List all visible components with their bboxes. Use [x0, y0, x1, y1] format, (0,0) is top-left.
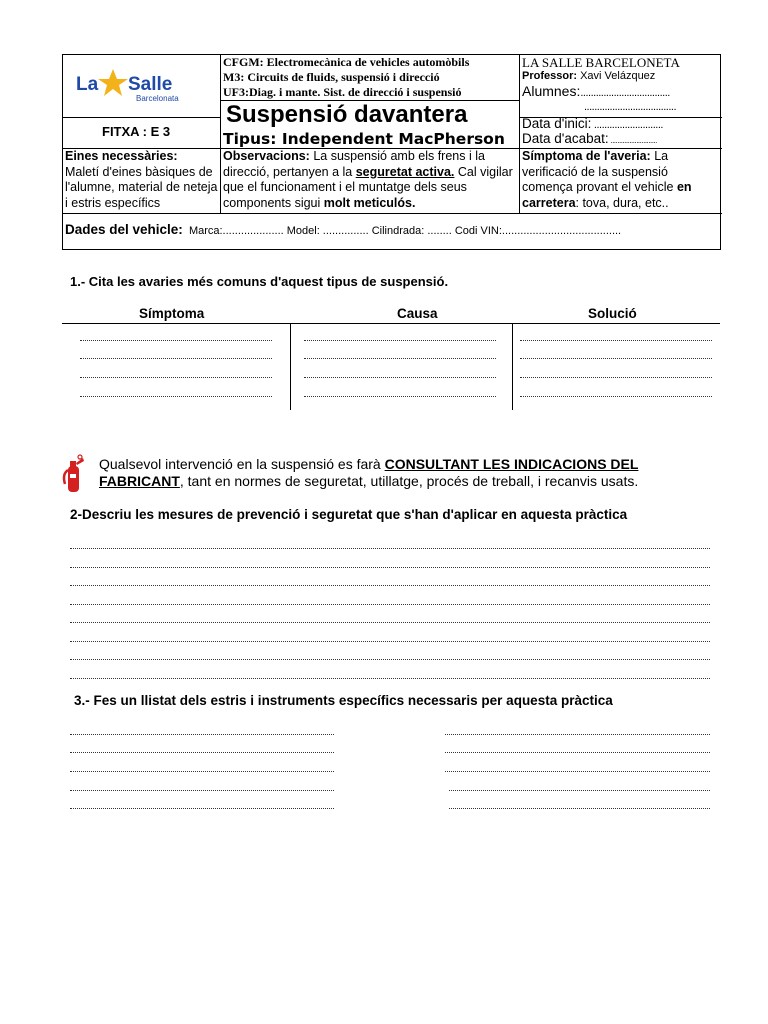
notice-text: Qualsevol intervenció en la suspensió es farà CONSULTANT LES INDICACIONS DEL FABRICANT, tant en normes de seguretat, utillatge, procés de treball, i recanvis usats.	[99, 456, 639, 489]
logo-sub: Barcelonata	[136, 94, 179, 103]
answer-line[interactable]	[80, 396, 272, 397]
column-causa: Causa	[397, 306, 438, 321]
answer-line[interactable]	[520, 358, 712, 359]
star-logo-icon	[76, 66, 186, 106]
school-name: LA SALLE BARCELONETA	[522, 55, 680, 70]
table-divider-2	[512, 323, 513, 410]
answer-line[interactable]	[70, 622, 710, 623]
data-acabat: Data d'acabat: ...........................	[522, 131, 657, 146]
answer-line[interactable]	[520, 377, 712, 378]
answer-line[interactable]	[304, 358, 496, 359]
fire-extinguisher-icon	[60, 454, 86, 494]
course-line-3: UF3:Diag. i mante. Sist. de direcció i suspensió	[223, 85, 462, 99]
fitxa-label: FITXA : E 3	[102, 124, 171, 139]
answer-line[interactable]	[70, 790, 334, 791]
table-header-line	[62, 323, 720, 324]
question-2: 2-Descriu les mesures de prevenció i seguretat que s'han d'aplicar en aquesta pràctica	[70, 507, 628, 522]
column-simptoma: Símptoma	[139, 306, 205, 321]
answer-line[interactable]	[70, 567, 710, 568]
answer-line[interactable]	[304, 340, 496, 341]
alumnes: Alumnes:...................................	[522, 83, 670, 99]
answer-line[interactable]	[80, 377, 272, 378]
answer-line[interactable]	[520, 396, 712, 397]
column-solucio: Solució	[588, 306, 637, 321]
answer-line[interactable]	[70, 752, 334, 753]
course-line-1: CFGM: Electromecànica de vehicles automòbils	[223, 55, 470, 69]
alumnes-dots-2: ....................................	[584, 101, 677, 113]
answer-line[interactable]	[70, 734, 334, 735]
answer-line[interactable]	[70, 548, 710, 549]
eines-cell: Eines necessàries: Maletí d'eines bàsiques de l'alumne, material de neteja i estris específics	[65, 149, 218, 210]
svg-text:Salle: Salle	[128, 74, 173, 95]
answer-line[interactable]	[304, 396, 496, 397]
vehicle-data: Dades del vehicle: Marca:.................... Model: ............... Cilindrada: ........ Codi VIN:.......................................	[65, 222, 622, 237]
answer-line[interactable]	[70, 604, 710, 605]
table-divider-1	[290, 323, 291, 410]
answer-line[interactable]	[445, 734, 710, 735]
answer-line[interactable]	[80, 340, 272, 341]
answer-line[interactable]	[70, 585, 710, 586]
answer-line[interactable]	[449, 808, 710, 809]
logo	[76, 66, 206, 106]
svg-text:La: La	[76, 74, 99, 95]
answer-line[interactable]	[70, 808, 334, 809]
answer-line[interactable]	[445, 752, 710, 753]
course-line-2: M3: Circuits de fluids, suspensió i direcció	[223, 70, 440, 84]
question-3: 3.- Fes un llistat dels estris i instruments específics necessaris per aquesta pràctica	[74, 693, 613, 708]
observacions-cell: Observacions: La suspensió amb els frens i la direcció, pertanyen a la seguretat activa. Cal vigilar que el funcionament i el muntatge dels seus components sigui molt meticulós.	[223, 149, 513, 210]
answer-line[interactable]	[70, 659, 710, 660]
question-1: 1.- Cita les avaries més comuns d'aquest tipus de suspensió.	[70, 274, 449, 289]
answer-line[interactable]	[520, 340, 712, 341]
professor: Professor: Xavi Velázquez	[522, 70, 656, 82]
answer-line[interactable]	[445, 771, 710, 772]
answer-line[interactable]	[449, 790, 710, 791]
simptoma-cell: Símptoma de l'averia: La verificació de la suspensió comença provant el vehicle en carretera: tova, dura, etc..	[522, 149, 692, 210]
answer-line[interactable]	[304, 377, 496, 378]
data-inici: Data d'inici: ...........................	[522, 116, 663, 131]
answer-line[interactable]	[70, 771, 334, 772]
answer-line[interactable]	[70, 641, 710, 642]
answer-line[interactable]	[70, 678, 710, 679]
page-subtitle: Tipus: Independent MacPherson	[223, 130, 505, 148]
page-title: Suspensió davantera	[226, 101, 468, 128]
answer-line[interactable]	[80, 358, 272, 359]
